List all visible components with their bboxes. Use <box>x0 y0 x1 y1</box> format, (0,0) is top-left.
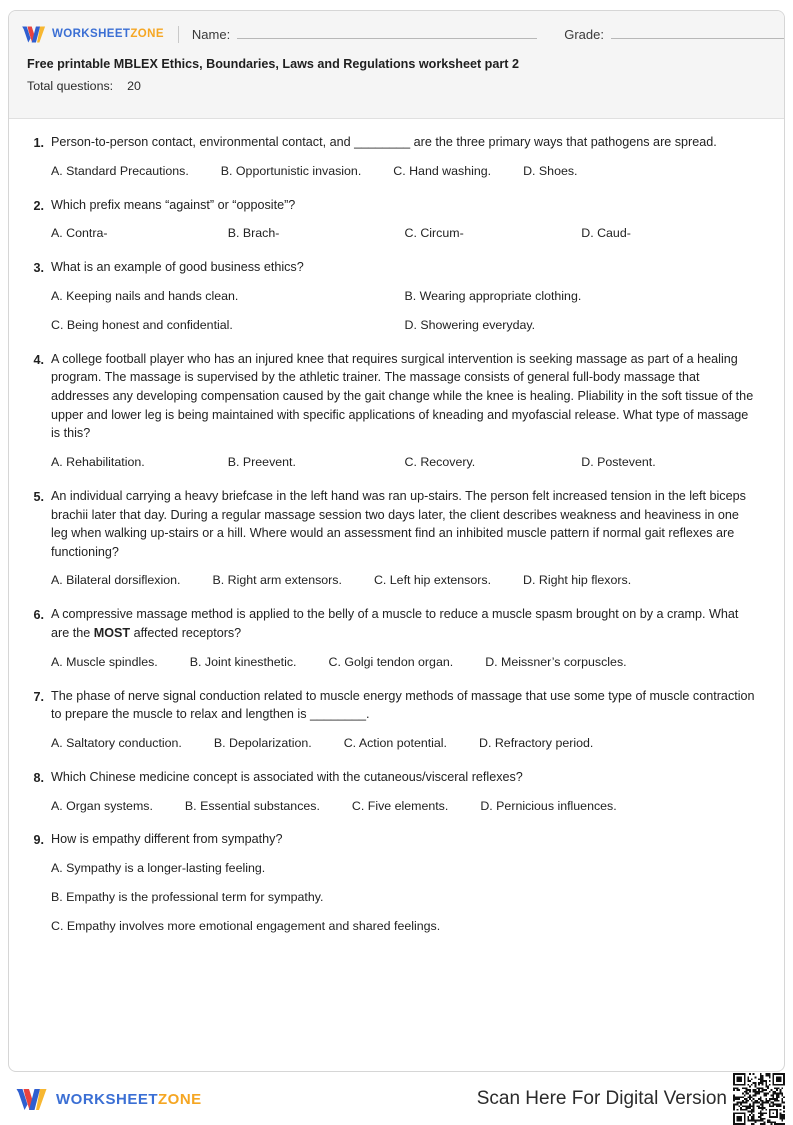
answer-option[interactable]: B. Preevent. <box>227 454 296 469</box>
question-body <box>51 487 758 590</box>
question-item <box>27 133 758 181</box>
answer-option[interactable]: C. Empathy involves more emotional engagement and shared feelings. <box>51 919 441 934</box>
header-top-row <box>9 11 784 57</box>
question-number: 4. <box>33 352 44 367</box>
question-item <box>27 830 758 936</box>
question-text-part: How is empathy different from sympathy? <box>51 832 283 847</box>
answer-options <box>51 454 758 472</box>
question-text-part: Person-to-person contact, environmental contact, and ________ are the three primary ways that pathogens are spread. <box>51 135 717 149</box>
worksheet-header <box>9 11 784 119</box>
question-text <box>51 196 758 215</box>
answer-option[interactable]: B. Opportunistic invasion. <box>220 163 362 178</box>
question-body <box>51 350 758 472</box>
qr-code-icon[interactable] <box>733 1073 785 1125</box>
worksheet-footer <box>8 1078 785 1120</box>
answer-option[interactable]: D. Showering everyday. <box>404 317 536 332</box>
answer-option[interactable]: B. Right arm extensors. <box>212 573 342 588</box>
header-divider <box>178 26 179 43</box>
question-text-part: What is an example of good business ethics? <box>51 260 304 275</box>
answer-option[interactable]: D. Caud- <box>581 226 631 241</box>
answer-option[interactable]: D. Meissner’s corpuscles. <box>485 654 627 669</box>
footer-logo-text-secondary: ZONE <box>158 1090 202 1108</box>
question-number: 5. <box>33 489 44 504</box>
question-emphasis: MOST <box>93 626 131 641</box>
answer-option[interactable]: D. Shoes. <box>523 163 578 178</box>
footer-logo <box>8 1087 202 1112</box>
answer-option[interactable]: C. Left hip extensors. <box>373 573 492 588</box>
question-item <box>27 687 758 753</box>
answer-option[interactable]: B. Joint kinesthetic. <box>189 654 297 669</box>
question-text-part: affected receptors? <box>130 626 242 641</box>
question-item <box>27 350 758 472</box>
total-questions-count: 20 <box>127 79 141 94</box>
question-body <box>51 830 758 936</box>
header-logo-text-primary: WORKSHEET <box>52 28 131 40</box>
footer-logo-text <box>56 1091 202 1108</box>
answer-option[interactable]: A. Muscle spindles. <box>51 654 158 669</box>
answer-option[interactable]: B. Empathy is the professional term for sympathy. <box>51 890 324 905</box>
question-item <box>27 487 758 590</box>
name-label: Name: <box>191 26 231 42</box>
question-number: 9. <box>33 833 44 848</box>
question-body <box>51 133 758 181</box>
question-text-part: Which prefix means “against” or “opposite”? <box>51 197 296 212</box>
answer-option[interactable]: C. Recovery. <box>404 454 476 469</box>
name-field[interactable] <box>192 27 537 42</box>
page-title: Free printable MBLEX Ethics, Boundaries, Laws and Regulations worksheet part 2 <box>27 57 519 71</box>
grade-label: Grade: <box>564 26 604 42</box>
answer-options <box>51 654 758 672</box>
answer-option[interactable]: C. Hand washing. <box>393 163 492 178</box>
answer-option[interactable]: A. Sympathy is a longer-lasting feeling. <box>51 861 266 876</box>
question-text <box>51 258 758 277</box>
worksheet-zone-w-mark-icon <box>15 1087 49 1112</box>
scan-here-text: Scan Here For Digital Version <box>476 1088 727 1109</box>
question-item <box>27 196 758 244</box>
question-text-part: Which Chinese medicine concept is associated with the cutaneous/visceral reflexes? <box>51 769 523 784</box>
worksheet-zone-w-mark-icon <box>21 25 47 44</box>
question-text-part: A college football player who has an injured knee that requires surgical intervention is seeking massage as part of a healing program. The massage is supervised by the athletic trainer. The massage consists of general full-body massage that addresses any developing compensation caused by the gait change while the knee is healing. Pliability in the soft tissue of the upper and lower leg is being maintained with specific applications of kneading and myofascial release. What type of massage is this? <box>51 351 754 441</box>
question-text-part: An individual carrying a heavy briefcase in the left hand was ran up-stairs. The person felt increased tension in the left biceps brachii later that day. During a regular massage session two days later, the client describes weakness and heaviness in one leg when walking up-stairs or a hill. Where would an assessment find an inhibited muscle pattern if normal gait reflexes are functioning? <box>51 488 746 559</box>
question-body <box>51 196 758 244</box>
answer-option[interactable]: A. Rehabilitation. <box>51 454 145 469</box>
answer-option[interactable]: D. Postevent. <box>581 454 656 469</box>
question-item <box>27 258 758 335</box>
footer-scan-area <box>477 1073 785 1125</box>
answer-option[interactable]: B. Brach- <box>227 226 280 241</box>
worksheet-page <box>8 10 785 1072</box>
question-number: 8. <box>33 770 44 785</box>
header-logo-text <box>52 28 164 40</box>
answer-options <box>51 288 758 335</box>
question-number: 3. <box>33 261 44 276</box>
answer-options <box>51 572 758 590</box>
answer-option[interactable]: C. Five elements. <box>351 798 449 813</box>
question-body <box>51 605 758 671</box>
question-number: 7. <box>33 689 44 704</box>
question-item <box>27 605 758 671</box>
answer-option[interactable]: A. Keeping nails and hands clean. <box>51 288 239 303</box>
question-item <box>27 768 758 816</box>
question-text-part: The phase of nerve signal conduction related to muscle energy methods of massage that use some type of muscle contraction to prepare the muscle to relax and lengthen is ________. <box>51 688 755 722</box>
header-logo <box>21 25 164 44</box>
answer-options <box>51 860 758 936</box>
grade-input-line[interactable] <box>611 27 785 39</box>
answer-options <box>51 735 758 753</box>
question-text <box>51 133 758 152</box>
title-block <box>9 57 784 94</box>
answer-option[interactable]: A. Organ systems. <box>51 798 153 813</box>
answer-option[interactable]: C. Being honest and confidential. <box>51 317 233 332</box>
questions-list <box>9 119 784 936</box>
question-text <box>51 687 758 724</box>
question-number: 1. <box>33 136 44 150</box>
answer-option[interactable]: D. Pernicious influences. <box>480 798 617 813</box>
header-logo-text-secondary: ZONE <box>130 28 164 40</box>
total-questions <box>27 79 770 94</box>
name-input-line[interactable] <box>237 27 537 39</box>
footer-logo-text-primary: WORKSHEET <box>56 1090 158 1108</box>
question-body <box>51 687 758 753</box>
total-questions-label: Total questions: <box>27 79 114 94</box>
question-text-part: A compressive massage method is applied to the belly of a muscle to reduce a muscle spasm brought on by a cramp. What are the <box>51 607 739 641</box>
question-number: 6. <box>33 608 44 623</box>
answer-option[interactable]: B. Essential substances. <box>184 798 320 813</box>
answer-option[interactable]: D. Right hip flexors. <box>523 573 632 588</box>
answer-option[interactable]: A. Saltatory conduction. <box>51 735 182 750</box>
question-text <box>51 830 758 849</box>
answer-options <box>51 798 758 816</box>
question-text <box>51 350 758 443</box>
answer-option[interactable]: B. Wearing appropriate clothing. <box>404 288 582 303</box>
question-body <box>51 258 758 335</box>
answer-option[interactable]: A. Standard Precautions. <box>51 163 189 178</box>
answer-options <box>51 225 758 243</box>
answer-option[interactable]: A. Bilateral dorsiflexion. <box>51 573 181 588</box>
answer-options <box>51 163 758 181</box>
answer-option[interactable]: C. Golgi tendon organ. <box>328 654 454 669</box>
question-text <box>51 487 758 562</box>
question-text <box>51 605 758 642</box>
question-text <box>51 768 758 787</box>
answer-option[interactable]: A. Contra- <box>51 226 108 241</box>
answer-option[interactable]: D. Refractory period. <box>479 735 594 750</box>
answer-option[interactable]: C. Circum- <box>404 226 464 241</box>
answer-option[interactable]: C. Action potential. <box>343 735 448 750</box>
grade-field[interactable] <box>564 27 785 42</box>
question-number: 2. <box>33 198 44 213</box>
question-body <box>51 768 758 816</box>
answer-option[interactable]: B. Depolarization. <box>213 735 312 750</box>
